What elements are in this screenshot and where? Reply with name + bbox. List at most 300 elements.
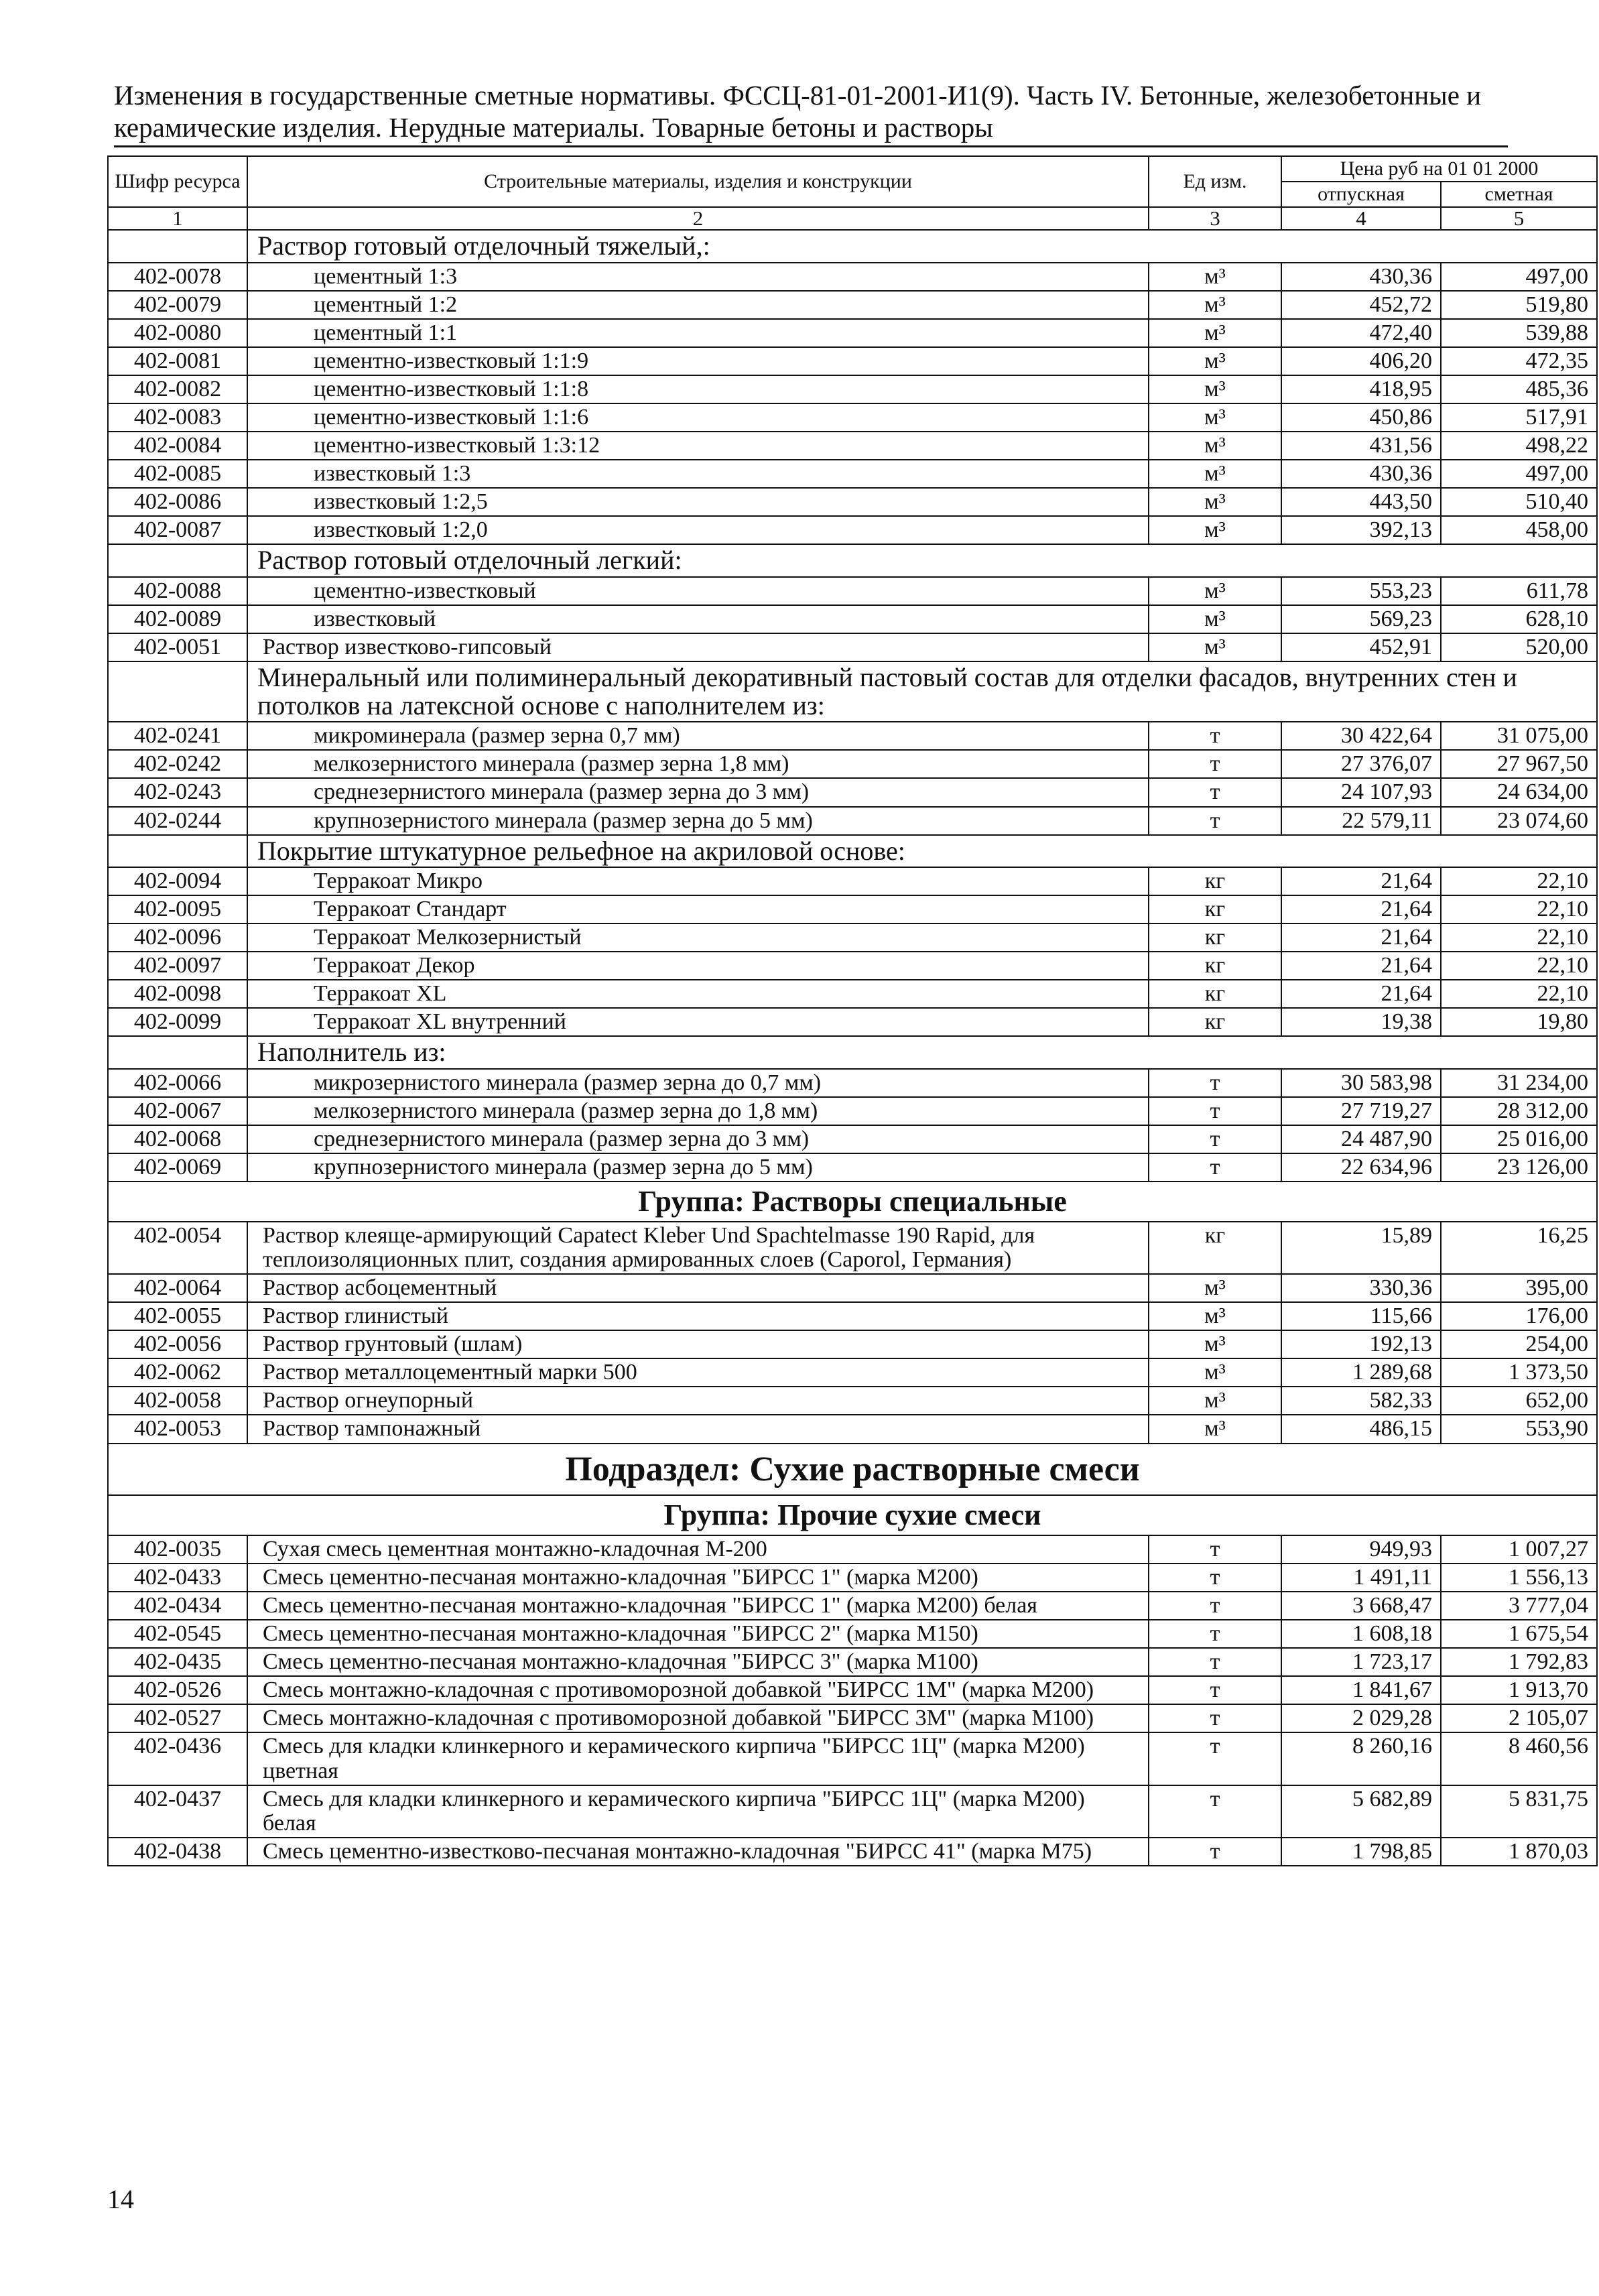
price-estimate: 1 007,27 xyxy=(1441,1535,1597,1564)
unit-of-measure: м³ xyxy=(1149,403,1281,432)
material-name: Смесь цементно-песчаная монтажно-кладочная "БИРСС 1" (марка М200) белая xyxy=(247,1592,1149,1620)
unit-of-measure: т xyxy=(1149,1125,1281,1153)
section-code-empty xyxy=(108,661,247,722)
material-name: Терракоат Микро xyxy=(247,867,1149,895)
material-name: цементно-известковый 1:3:12 xyxy=(247,432,1149,460)
col-number-5: 5 xyxy=(1441,207,1597,231)
table-row xyxy=(108,1302,1597,1330)
unit-of-measure: т xyxy=(1149,778,1281,806)
unit-of-measure: м³ xyxy=(1149,375,1281,403)
material-name: Раствор грунтовый (шлам) xyxy=(247,1330,1149,1358)
price-estimate: 611,78 xyxy=(1441,577,1597,605)
price-release: 21,64 xyxy=(1281,923,1441,952)
resource-code: 402-0435 xyxy=(108,1648,247,1676)
unit-of-measure: т xyxy=(1149,1732,1281,1785)
unit-of-measure: т xyxy=(1149,1785,1281,1838)
resource-code: 402-0243 xyxy=(108,778,247,806)
price-estimate: 510,40 xyxy=(1441,488,1597,516)
unit-of-measure: т xyxy=(1149,1648,1281,1676)
price-estimate: 27 967,50 xyxy=(1441,750,1597,778)
resource-code: 402-0051 xyxy=(108,633,247,661)
price-table-container xyxy=(107,155,1589,1866)
material-name: известковый 1:2,0 xyxy=(247,516,1149,544)
resource-code: 402-0053 xyxy=(108,1415,247,1443)
price-release: 1 491,11 xyxy=(1281,1564,1441,1592)
table-row xyxy=(108,319,1597,347)
table-row xyxy=(108,633,1597,661)
unit-of-measure: т xyxy=(1149,1704,1281,1732)
price-release: 553,23 xyxy=(1281,577,1441,605)
table-row xyxy=(108,722,1597,750)
unit-of-measure: т xyxy=(1149,1069,1281,1097)
table-row xyxy=(108,432,1597,460)
material-name: Смесь для кладки клинкерного и керамического кирпича "БИРСС 1Ц" (марка М200) белая xyxy=(247,1785,1149,1838)
price-release: 27 719,27 xyxy=(1281,1097,1441,1125)
resource-code: 402-0545 xyxy=(108,1620,247,1648)
material-name: Раствор клеяще-армирующий Capatect Kleber Und Spachtelmasse 190 Rapid, для теплоизоляционных плит, создания армированных слоев (Caporol, Германия) xyxy=(247,1222,1149,1274)
table-row xyxy=(108,263,1597,291)
table-row xyxy=(108,895,1597,923)
resource-code: 402-0056 xyxy=(108,1330,247,1358)
unit-of-measure: т xyxy=(1149,750,1281,778)
table-row xyxy=(108,778,1597,806)
price-release: 406,20 xyxy=(1281,347,1441,375)
table-row xyxy=(108,807,1597,835)
price-estimate: 5 831,75 xyxy=(1441,1785,1597,1838)
unit-of-measure: т xyxy=(1149,1838,1281,1866)
material-name: Смесь цементно-песчаная монтажно-кладочная "БИРСС 1" (марка М200) xyxy=(247,1564,1149,1592)
price-estimate: 254,00 xyxy=(1441,1330,1597,1358)
price-estimate: 23 074,60 xyxy=(1441,807,1597,835)
price-estimate: 1 675,54 xyxy=(1441,1620,1597,1648)
price-estimate: 517,91 xyxy=(1441,403,1597,432)
header-price-release: отпускная xyxy=(1281,182,1441,207)
section-heading-row xyxy=(108,544,1597,576)
material-name: цементно-известковый xyxy=(247,577,1149,605)
resource-code: 402-0096 xyxy=(108,923,247,952)
table-row xyxy=(108,403,1597,432)
resource-code: 402-0058 xyxy=(108,1387,247,1415)
table-row xyxy=(108,1415,1597,1443)
unit-of-measure: кг xyxy=(1149,895,1281,923)
resource-code: 402-0088 xyxy=(108,577,247,605)
unit-of-measure: м³ xyxy=(1149,1302,1281,1330)
table-row xyxy=(108,1785,1597,1838)
material-name: Терракоат XL внутренний xyxy=(247,1008,1149,1036)
header-unit: Ед изм. xyxy=(1149,156,1281,207)
resource-code: 402-0433 xyxy=(108,1564,247,1592)
price-release: 486,15 xyxy=(1281,1415,1441,1443)
table-row xyxy=(108,347,1597,375)
price-release: 115,66 xyxy=(1281,1302,1441,1330)
material-name: Смесь монтажно-кладочная с противоморозной добавкой "БИРСС 1М" (марка М200) xyxy=(247,1676,1149,1704)
price-release: 431,56 xyxy=(1281,432,1441,460)
unit-of-measure: т xyxy=(1149,1592,1281,1620)
header-code: Шифр ресурса xyxy=(108,156,247,207)
resource-code: 402-0079 xyxy=(108,291,247,319)
price-estimate: 2 105,07 xyxy=(1441,1704,1597,1732)
section-title: Минеральный или полиминеральный декоративный пастовый состав для отделки фасадов, внутренних стен и потолков на латексной основе с наполнителем из: xyxy=(247,661,1597,722)
material-name: известковый 1:2,5 xyxy=(247,488,1149,516)
table-row xyxy=(108,1069,1597,1097)
resource-code: 402-0241 xyxy=(108,722,247,750)
price-release: 192,13 xyxy=(1281,1330,1441,1358)
material-name: Смесь монтажно-кладочная с противоморозной добавкой "БИРСС 3М" (марка М100) xyxy=(247,1704,1149,1732)
material-name: крупнозернистого минерала (размер зерна до 5 мм) xyxy=(247,1153,1149,1182)
price-estimate: 22,10 xyxy=(1441,980,1597,1008)
unit-of-measure: м³ xyxy=(1149,460,1281,488)
unit-of-measure: м³ xyxy=(1149,1330,1281,1358)
material-name: Раствор металлоцементный марки 500 xyxy=(247,1358,1149,1387)
unit-of-measure: кг xyxy=(1149,980,1281,1008)
unit-of-measure: м³ xyxy=(1149,488,1281,516)
group-title: Группа: Прочие сухие смеси xyxy=(108,1495,1597,1536)
section-title: Раствор готовый отделочный тяжелый,: xyxy=(247,230,1597,262)
table-row xyxy=(108,1732,1597,1785)
price-estimate: 497,00 xyxy=(1441,460,1597,488)
material-name: цементный 1:1 xyxy=(247,319,1149,347)
unit-of-measure: кг xyxy=(1149,867,1281,895)
resource-code: 402-0527 xyxy=(108,1704,247,1732)
table-row xyxy=(108,750,1597,778)
price-estimate: 176,00 xyxy=(1441,1302,1597,1330)
price-release: 582,33 xyxy=(1281,1387,1441,1415)
price-estimate: 553,90 xyxy=(1441,1415,1597,1443)
price-release: 8 260,16 xyxy=(1281,1732,1441,1785)
table-row xyxy=(108,1153,1597,1182)
unit-of-measure: м³ xyxy=(1149,1274,1281,1302)
price-estimate: 31 075,00 xyxy=(1441,722,1597,750)
price-release: 21,64 xyxy=(1281,867,1441,895)
section-heading-row xyxy=(108,230,1597,262)
price-estimate: 1 373,50 xyxy=(1441,1358,1597,1387)
col-number-2: 2 xyxy=(247,207,1149,231)
table-row xyxy=(108,1222,1597,1274)
unit-of-measure: м³ xyxy=(1149,291,1281,319)
price-release: 1 608,18 xyxy=(1281,1620,1441,1648)
unit-of-measure: м³ xyxy=(1149,263,1281,291)
group-heading-row xyxy=(108,1495,1597,1536)
price-release: 452,72 xyxy=(1281,291,1441,319)
price-estimate: 22,10 xyxy=(1441,895,1597,923)
price-release: 24 107,93 xyxy=(1281,778,1441,806)
resource-code: 402-0242 xyxy=(108,750,247,778)
table-row xyxy=(108,1592,1597,1620)
price-estimate: 520,00 xyxy=(1441,633,1597,661)
price-estimate: 25 016,00 xyxy=(1441,1125,1597,1153)
material-name: мелкозернистого минерала (размер зерна 1,8 мм) xyxy=(247,750,1149,778)
section-code-empty xyxy=(108,1036,247,1068)
price-estimate: 1 870,03 xyxy=(1441,1838,1597,1866)
material-name: цементный 1:3 xyxy=(247,263,1149,291)
table-row xyxy=(108,867,1597,895)
table-row xyxy=(108,923,1597,952)
table-row xyxy=(108,577,1597,605)
group-title: Группа: Растворы специальные xyxy=(108,1182,1597,1222)
unit-of-measure: т xyxy=(1149,1620,1281,1648)
price-table xyxy=(107,155,1598,1866)
price-estimate: 28 312,00 xyxy=(1441,1097,1597,1125)
material-name: Смесь цементно-песчаная монтажно-кладочная "БИРСС 2" (марка М150) xyxy=(247,1620,1149,1648)
unit-of-measure: т xyxy=(1149,1153,1281,1182)
table-row xyxy=(108,516,1597,544)
price-release: 392,13 xyxy=(1281,516,1441,544)
material-name: микрозернистого минерала (размер зерна до 0,7 мм) xyxy=(247,1069,1149,1097)
price-release: 5 682,89 xyxy=(1281,1785,1441,1838)
resource-code: 402-0087 xyxy=(108,516,247,544)
subdivision-title: Подраздел: Сухие растворные смеси xyxy=(108,1444,1597,1495)
price-estimate: 519,80 xyxy=(1441,291,1597,319)
resource-code: 402-0097 xyxy=(108,952,247,980)
table-row xyxy=(108,1648,1597,1676)
table-row xyxy=(108,291,1597,319)
resource-code: 402-0438 xyxy=(108,1838,247,1866)
price-estimate: 22,10 xyxy=(1441,952,1597,980)
unit-of-measure: м³ xyxy=(1149,577,1281,605)
unit-of-measure: м³ xyxy=(1149,516,1281,544)
resource-code: 402-0084 xyxy=(108,432,247,460)
resource-code: 402-0086 xyxy=(108,488,247,516)
unit-of-measure: м³ xyxy=(1149,1358,1281,1387)
unit-of-measure: т xyxy=(1149,722,1281,750)
material-name: известковый xyxy=(247,605,1149,633)
price-estimate: 3 777,04 xyxy=(1441,1592,1597,1620)
material-name: среднезернистого минерала (размер зерна до 3 мм) xyxy=(247,778,1149,806)
price-release: 19,38 xyxy=(1281,1008,1441,1036)
material-name: среднезернистого минерала (размер зерна до 3 мм) xyxy=(247,1125,1149,1153)
unit-of-measure: кг xyxy=(1149,923,1281,952)
price-estimate: 8 460,56 xyxy=(1441,1732,1597,1785)
price-release: 1 841,67 xyxy=(1281,1676,1441,1704)
material-name: Раствор глинистый xyxy=(247,1302,1149,1330)
price-release: 330,36 xyxy=(1281,1274,1441,1302)
material-name: Терракоат Декор xyxy=(247,952,1149,980)
material-name: Смесь цементно-песчаная монтажно-кладочная "БИРСС 3" (марка М100) xyxy=(247,1648,1149,1676)
unit-of-measure: м³ xyxy=(1149,347,1281,375)
table-row xyxy=(108,1125,1597,1153)
unit-of-measure: кг xyxy=(1149,952,1281,980)
price-estimate: 24 634,00 xyxy=(1441,778,1597,806)
price-release: 30 583,98 xyxy=(1281,1069,1441,1097)
material-name: Терракоат Стандарт xyxy=(247,895,1149,923)
price-release: 450,86 xyxy=(1281,403,1441,432)
resource-code: 402-0069 xyxy=(108,1153,247,1182)
section-code-empty xyxy=(108,230,247,262)
price-release: 21,64 xyxy=(1281,980,1441,1008)
price-estimate: 498,22 xyxy=(1441,432,1597,460)
table-row xyxy=(108,1097,1597,1125)
price-estimate: 19,80 xyxy=(1441,1008,1597,1036)
resource-code: 402-0098 xyxy=(108,980,247,1008)
unit-of-measure: м³ xyxy=(1149,633,1281,661)
price-estimate: 23 126,00 xyxy=(1441,1153,1597,1182)
table-row xyxy=(108,605,1597,633)
section-heading-row xyxy=(108,1036,1597,1068)
price-estimate: 16,25 xyxy=(1441,1222,1597,1274)
price-release: 15,89 xyxy=(1281,1222,1441,1274)
resource-code: 402-0064 xyxy=(108,1274,247,1302)
unit-of-measure: т xyxy=(1149,1676,1281,1704)
price-release: 443,50 xyxy=(1281,488,1441,516)
price-estimate: 1 792,83 xyxy=(1441,1648,1597,1676)
price-estimate: 31 234,00 xyxy=(1441,1069,1597,1097)
table-row xyxy=(108,1676,1597,1704)
price-release: 1 723,17 xyxy=(1281,1648,1441,1676)
price-estimate: 458,00 xyxy=(1441,516,1597,544)
unit-of-measure: т xyxy=(1149,1564,1281,1592)
price-release: 452,91 xyxy=(1281,633,1441,661)
table-row xyxy=(108,1008,1597,1036)
col-number-1: 1 xyxy=(108,207,247,231)
price-estimate: 652,00 xyxy=(1441,1387,1597,1415)
table-row xyxy=(108,1838,1597,1866)
material-name: Раствор огнеупорный xyxy=(247,1387,1149,1415)
resource-code: 402-0094 xyxy=(108,867,247,895)
price-release: 430,36 xyxy=(1281,460,1441,488)
material-name: Раствор асбоцементный xyxy=(247,1274,1149,1302)
table-row xyxy=(108,1274,1597,1302)
price-release: 430,36 xyxy=(1281,263,1441,291)
material-name: мелкозернистого минерала (размер зерна до 1,8 мм) xyxy=(247,1097,1149,1125)
resource-code: 402-0434 xyxy=(108,1592,247,1620)
price-estimate: 395,00 xyxy=(1441,1274,1597,1302)
price-release: 22 634,96 xyxy=(1281,1153,1441,1182)
section-title: Раствор готовый отделочный легкий: xyxy=(247,544,1597,576)
table-row xyxy=(108,488,1597,516)
material-name: Раствор известково-гипсовый xyxy=(247,633,1149,661)
unit-of-measure: кг xyxy=(1149,1222,1281,1274)
price-estimate: 1 913,70 xyxy=(1441,1676,1597,1704)
page-number: 14 xyxy=(107,2184,134,2214)
price-estimate: 497,00 xyxy=(1441,263,1597,291)
material-name: цементно-известковый 1:1:6 xyxy=(247,403,1149,432)
section-code-empty xyxy=(108,835,247,867)
unit-of-measure: м³ xyxy=(1149,432,1281,460)
material-name: Терракоат Мелкозернистый xyxy=(247,923,1149,952)
price-release: 949,93 xyxy=(1281,1535,1441,1564)
price-estimate: 539,88 xyxy=(1441,319,1597,347)
material-name: цементный 1:2 xyxy=(247,291,1149,319)
table-row xyxy=(108,1620,1597,1648)
subdivision-heading-row xyxy=(108,1444,1597,1495)
unit-of-measure: кг xyxy=(1149,1008,1281,1036)
table-row xyxy=(108,460,1597,488)
price-release: 21,64 xyxy=(1281,895,1441,923)
table-row xyxy=(108,1387,1597,1415)
resource-code: 402-0067 xyxy=(108,1097,247,1125)
resource-code: 402-0526 xyxy=(108,1676,247,1704)
section-title: Покрытие штукатурное рельефное на акриловой основе: xyxy=(247,835,1597,867)
col-number-4: 4 xyxy=(1281,207,1441,231)
material-name: крупнозернистого минерала (размер зерна до 5 мм) xyxy=(247,807,1149,835)
price-release: 1 798,85 xyxy=(1281,1838,1441,1866)
resource-code: 402-0099 xyxy=(108,1008,247,1036)
resource-code: 402-0066 xyxy=(108,1069,247,1097)
resource-code: 402-0080 xyxy=(108,319,247,347)
unit-of-measure: т xyxy=(1149,1097,1281,1125)
unit-of-measure: м³ xyxy=(1149,1387,1281,1415)
price-release: 30 422,64 xyxy=(1281,722,1441,750)
price-release: 22 579,11 xyxy=(1281,807,1441,835)
price-release: 2 029,28 xyxy=(1281,1704,1441,1732)
resource-code: 402-0244 xyxy=(108,807,247,835)
group-heading-row xyxy=(108,1182,1597,1222)
material-name: Смесь для кладки клинкерного и керамического кирпича "БИРСС 1Ц" (марка М200) цветная xyxy=(247,1732,1149,1785)
table-row xyxy=(108,1535,1597,1564)
material-name: Раствор тампонажный xyxy=(247,1415,1149,1443)
table-row xyxy=(108,980,1597,1008)
price-estimate: 1 556,13 xyxy=(1441,1564,1597,1592)
header-line-1: Изменения в государственные сметные нормативы. ФССЦ-81-01-2001-И1(9). Часть IV. Бетонные, железобетонные и xyxy=(114,80,1482,111)
price-estimate: 22,10 xyxy=(1441,923,1597,952)
resource-code: 402-0081 xyxy=(108,347,247,375)
resource-code: 402-0437 xyxy=(108,1785,247,1838)
page-header xyxy=(114,79,1508,147)
price-estimate: 472,35 xyxy=(1441,347,1597,375)
resource-code: 402-0054 xyxy=(108,1222,247,1274)
price-release: 21,64 xyxy=(1281,952,1441,980)
material-name: известковый 1:3 xyxy=(247,460,1149,488)
resource-code: 402-0055 xyxy=(108,1302,247,1330)
price-release: 472,40 xyxy=(1281,319,1441,347)
unit-of-measure: м³ xyxy=(1149,605,1281,633)
header-name: Строительные материалы, изделия и конструкции xyxy=(247,156,1149,207)
resource-code: 402-0436 xyxy=(108,1732,247,1785)
price-release: 27 376,07 xyxy=(1281,750,1441,778)
table-row xyxy=(108,952,1597,980)
table-body xyxy=(108,230,1597,1865)
price-release: 569,23 xyxy=(1281,605,1441,633)
material-name: Смесь цементно-известково-песчаная монтажно-кладочная "БИРСС 41" (марка М75) xyxy=(247,1838,1149,1866)
table-row xyxy=(108,1564,1597,1592)
section-heading-row xyxy=(108,835,1597,867)
resource-code: 402-0068 xyxy=(108,1125,247,1153)
section-heading-row xyxy=(108,661,1597,722)
material-name: микроминерала (размер зерна 0,7 мм) xyxy=(247,722,1149,750)
price-estimate: 628,10 xyxy=(1441,605,1597,633)
table-row xyxy=(108,375,1597,403)
table-row xyxy=(108,1704,1597,1732)
section-title: Наполнитель из: xyxy=(247,1036,1597,1068)
price-estimate: 485,36 xyxy=(1441,375,1597,403)
material-name: цементно-известковый 1:1:8 xyxy=(247,375,1149,403)
section-code-empty xyxy=(108,544,247,576)
material-name: Терракоат XL xyxy=(247,980,1149,1008)
resource-code: 402-0095 xyxy=(108,895,247,923)
col-number-3: 3 xyxy=(1149,207,1281,231)
header-line-2: керамические изделия. Нерудные материалы. Товарные бетоны и растворы xyxy=(114,112,993,143)
unit-of-measure: т xyxy=(1149,1535,1281,1564)
material-name: Сухая смесь цементная монтажно-кладочная М-200 xyxy=(247,1535,1149,1564)
resource-code: 402-0062 xyxy=(108,1358,247,1387)
table-row xyxy=(108,1358,1597,1387)
price-release: 3 668,47 xyxy=(1281,1592,1441,1620)
resource-code: 402-0083 xyxy=(108,403,247,432)
price-estimate: 22,10 xyxy=(1441,867,1597,895)
unit-of-measure: м³ xyxy=(1149,1415,1281,1443)
table-row xyxy=(108,1330,1597,1358)
price-release: 1 289,68 xyxy=(1281,1358,1441,1387)
header-price-estimate: сметная xyxy=(1441,182,1597,207)
resource-code: 402-0089 xyxy=(108,605,247,633)
resource-code: 402-0078 xyxy=(108,263,247,291)
price-release: 24 487,90 xyxy=(1281,1125,1441,1153)
price-release: 418,95 xyxy=(1281,375,1441,403)
header-price: Цена руб на 01 01 2000 xyxy=(1281,156,1597,182)
unit-of-measure: т xyxy=(1149,807,1281,835)
unit-of-measure: м³ xyxy=(1149,319,1281,347)
resource-code: 402-0085 xyxy=(108,460,247,488)
